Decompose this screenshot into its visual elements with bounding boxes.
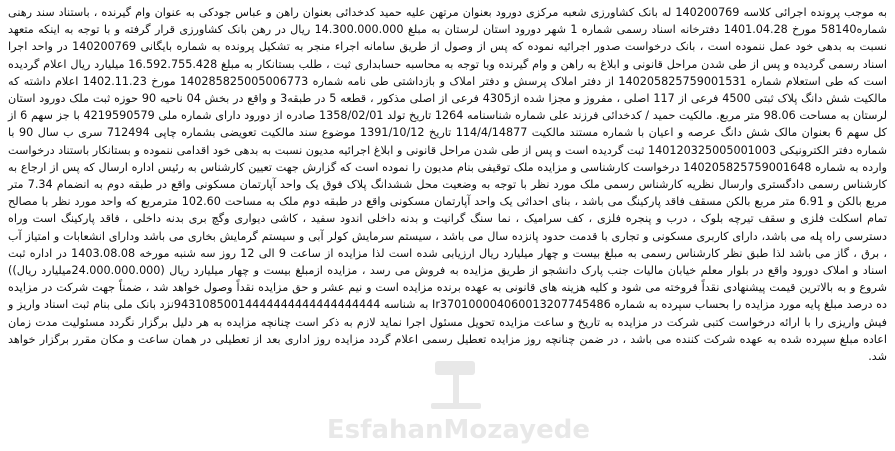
watermark-text: EsfahanMozayede	[326, 415, 590, 445]
watermark-logo	[326, 355, 590, 445]
notice-body-text: به موجب پرونده اجرائی کلاسه 140200769 له بانک کشاورزی شعبه مرکزی دورود بعنوان مرتهن علیه حمید کدخدائی بعنوان راهن و عباس جودکی به عنوان وام گیرنده ، باستناد سند رهنی شماره58140 مورخ 1401.04.28 دفترخانه اسناد رسمی شماره 1 شهر دورود استان لرستان به مبلغ 14.300.000.000 ریال در رهن بانک کشاورزی قرار گرفته و با توجه به اینکه متعهد نسبت به بدهی خود عمل ننموده است ، بانک درخواست صدور اجرائیه نموده که پس از وصول از طریق سامانه اجراء منجر به تشکیل پرونده به شماره بایگانی 140200769 در واحد اجرا اسناد رسمی گردیده و پس از طی شدن مراحل قانونی و ابلاغ به راهن و وام گیرنده وبا توجه به محاسبه حسابداری ثبت ، طلب بستانکار به مبلغ 16.592.755.428 میلیارد ریال اعلام گردیده است که طی استعلام شماره 140205825759001531 از دفتر املاک پرسش و دفتر املاک و بازداشتی طی نامه شماره 140285825005006773 مورخ 1402.11.23 اعلام داشته که مالکیت شش دانگ پلاک ثبتی 4500 فرعی از 117 اصلی ، مفروز و مجزا شده از4305 فرعی از اصلی مذکور ، قطعه 5 در طبقه3 و واقع در بخش 04 ناحیه 90 حوزه ثبت ملک دورود استان لرستان به مساحت 98.06 متر مربع. مالکیت حمید / کدخدائی فرزند علی شماره شناسنامه 1264 تاریخ تولد 1358/02/01 صادره از دورود دارای شماره ملی 4219590579 با جز سهم 6 از کل سهم 6 بعنوان مالک شش دانگ عرصه و اعیان با شماره مستند مالکیت 114/4/14877 تاریخ 1391/10/12 موضوع سند مالکیت تعویضی بشماره چاپی 712494 سری ب سال 90 با شماره دفتر الکترونیکی 140120325005001003 ثبت گردیده است و پس از طی شدن مراحل قانونی و ابلاغ اجرائیه مدیون نسبت به بدهی خود اقدامی ننموده و بستانکار باستناد درخواست وارده به شماره 140205825759001648 درخواست کارشناسی و مزایده ملک توقیفی بنام مدیون را نموده است که گزارش جهت تعیین کارشناس به رئیس اداره ارسال که پس از ارجاع به کارشناس رسمی دادگستری وارسال نظریه کارشناس رسمی ملک مورد نظر با توجه به وضعیت محل ششدانگ پلاک فوق یک واحد آپارتمان مسکونی واقع در طبقه دوم به انضمام 7.34 متر مربع بالکن و 6.91 متر مربع بالکن مسقف فاقد پارکینگ می باشد ، بنای احداثی یک واحد آپارتمان مسکونی واقع در طبقه دوم ملک به مساحت 102.60 مترمربع که واحد مورد نظر با مصالح تمام اسکلت فلزی و سقف تیرچه بلوک ، درب و پنجره فلزی ، کف سرامیک ، نما سنگ گرانیت و بدنه داخلی اندود سفید ، کاشی دیواری وگچ بری بدنه داخلی ، فاقد پارکینگ است وراه دسترسی راه پله می باشد، دارای کاربری مسکونی و تجاری با قدمت حدود پانزده سال می باشد ، سیستم سرمایش کولر آبی و سیستم گرمایش بخاری می باشد ودارای انشعابات و امتیاز آب ، برق ، گاز می باشد لذا طبق نظر کارشناس رسمی به مبلغ بیست و چهار میلیارد ریال ارزیابی شده است لذا مزایده از ساعت 9 الی 12 روز سه شنبه مورخه 1403.08.08 در اداره ثبت اسناد و املاک دورود واقع در بلوار معلم خیابان مالیات جنب پارک دانشجو از طریق مزایده به فروش می رسد ، مزایده ازمبلغ بیست و چهار میلیارد ریال (24.000.000.000میلیارد ریال)) شروع و به بالاترین قیمت پیشنهادی نقداً فروخته می شود و کلیه هزینه های قانونی به عهده برنده مزایده است و نیم عشر و حق مزایده نقداً وصول خواهد شد ، ضمناً جهت شرکت در مزایده ده درصد مبلغ پایه مورد مزایده را بحساب سپرده به شماره Ir370100004060013207745486 به شناسه 94310850014444444444444444444نزد بانک ملی بنام ثبت اسناد واریز و فیش واریزی را با ارائه درخواست کتبی شرکت در مزایده به تاریخ و ساعت مزایده تحویل مسئول اجرا نماید لازم به ذکر است چنانچه مزایده به هر دلیل برگزار نگردد مسئولیت مدت زمان اعاده مبلغ سپرده شده به عهده شرکت کننده می باشد ، در ضمن چنانچه روز مزایده تعطیل رسمی اعلام گردد مزایده روز اداری بعد از تعطیلی در همان ساعت و مکان مقرر برگزار خواهد شد.	[8, 6, 888, 364]
auction-notice	[8, 4, 887, 365]
